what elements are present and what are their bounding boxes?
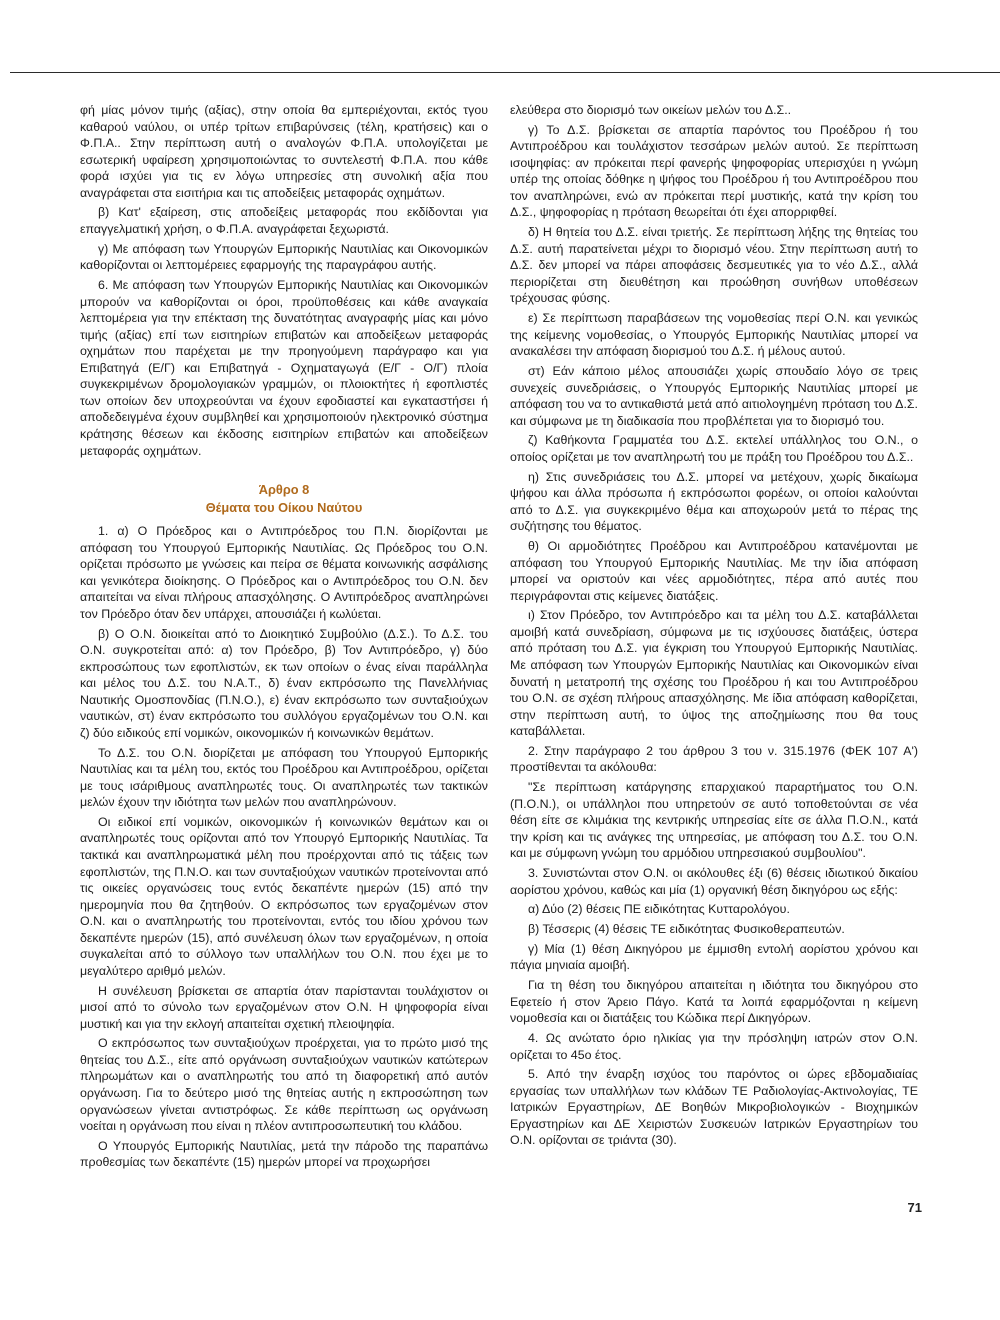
paragraph: 6. Με απόφαση των Υπουργών Εμπορικής Ναυτιλίας και Οικονομικών μπορούν να καθορίζονται οι όροι, προϋποθέσεις και κάθε αναγκαία λεπτομέρεια για την επέκταση της δυνατότητας αναγραφής μίας και μόνο τιμής (αξίας) επί των εισιτηρίων επιβατών και αποδείξεων μεταφοράς οχημάτων που παρέχεται με την προηγούμενη παράγραφο και για Επιβατηγά (Ε/Γ) και Επιβατηγά - Οχηματαγωγά (Ε/Γ - Ο/Γ) πλοία συγκεκριμένων δρομολογιακών γραμμών, οι πλοιοκτήτες ή εφοπλιστές των οποίων δεν υποχρεούνται να έχουν εφοδιαστεί και εγκαταστήσει ή αποδεδειγμένα έχουν συμβληθεί και χρησιμοποιούν ηλεκτρονικό σύστημα κράτησης θέσεων και έκδοσης εισιτηρίων επιβατών και αποδείξεων μεταφοράς οχημάτων. <box>80 278 488 458</box>
paragraph: ζ) Καθήκοντα Γραμματέα του Δ.Σ. εκτελεί υπάλληλος του Ο.Ν., ο οποίος ορίζεται με τον αναπληρωτή του με πράξη του Προέδρου του Δ.Σ.. <box>510 433 918 464</box>
paragraph: β) Τέσσερις (4) θέσεις ΤΕ ειδικότητας Φυσικοθεραπευτών. <box>527 922 845 937</box>
paragraph: 2. Στην παράγραφο 2 του άρθρου 3 του ν. 315.1976 (ΦΕΚ 107 Α') προστίθενται τα ακόλουθα: <box>510 743 918 775</box>
top-rule <box>10 72 1000 73</box>
paragraph: δ) Η θητεία του Δ.Σ. είναι τριετής. Σε περίπτωση λήξης της θητείας του Δ.Σ. αυτή παρατείνεται μέχρι το διορισμό νέου. Στην περίπτωση αυτή το Δ.Σ. δεν μπορεί να πάρει αποφάσεις δεσμευτικές για το νέο Δ.Σ., αλλά περιορίζεται στη διευθέτηση και προώθηση συνήθων υποθέσεων τρέχουσας φύσης. <box>510 225 918 306</box>
paragraph: γ) Μία (1) θέση Δικηγόρου με έμμισθη εντολή αορίστου χρόνου και πάγια μηνιαία αμοιβή. <box>510 941 918 973</box>
page-number: 71 <box>907 1200 922 1215</box>
paragraph: 1. α) Ο Πρόεδρος και ο Αντιπρόεδρος του Π.Ν. διορίζονται με απόφαση του Υπουργού Εμπορικής Ναυτιλίας. Ως Πρόεδρος του Ο.Ν. ορίζεται πρόσωπο με γνώσεις και πείρα σε θέματα κοινωνικής ασφάλισης και γενικότερα διοίκησης. Ο Πρόεδρος και ο Αντιπρόεδρος του Ο.Ν. δεν απαιτείται να είναι πλήρους απασχόλησης. Ο Αντιπρόεδρος αναπληρώνει τον Πρόεδρο όταν δεν υπάρχει, απουσιάζει ή κωλύεται. <box>80 524 488 621</box>
paragraph: ι) Στον Πρόεδρο, τον Αντιπρόεδρο και τα μέλη του Δ.Σ. καταβάλλεται αμοιβή κατά συνεδρίαση, σύμφωνα με τις ισχύουσες διατάξεις, ύστερα από πρόταση του Δ.Σ. για έγκριση του Υπουργού Εμπορικής Ναυτιλίας. Με απόφαση των Υπουργών Εμπορικής Ναυτιλίας και Οικονομικών είναι δυνατή η μετατροπή της σχέσης του Προέδρου ή και του Αντιπροέδρου του Ο.Ν. σε σχέση πλήρους απασχόλησης. Με ίδια απόφαση καθορίζεται, στην περίπτωση αυτή, το ύψος της αποζημίωσης που θα τους καταβάλλεται. <box>510 608 918 739</box>
paragraph: θ) Οι αρμοδιότητες Προέδρου και Αντιπροέδρου κατανέμονται με απόφαση του Υπουργού Εμπορικής Ναυτιλίας. Με την ίδια απόφαση μπορεί να οριστούν και νέες αρμοδιότητες, πέρα από αυτές που περιγράφονται στις κείμενες διατάξεις. <box>510 538 918 603</box>
paragraph: 4. Ως ανώτατο όριο ηλικίας για την πρόσληψη ιατρών στον Ο.Ν. ορίζεται το 45ο έτος. <box>510 1030 918 1062</box>
paragraph: 3. Συνιστώνται στον Ο.Ν. οι ακόλουθες έξι (6) θέσεις ιδιωτικού δικαίου αορίστου χρόνου, καθώς και μία (1) οργανική θέση δικηγόρου ως εξής: <box>510 866 918 897</box>
paragraph: 5. Από την έναρξη ισχύος του παρόντος οι ώρες εβδομαδιαίας εργασίας των υπαλλήλων των κλάδων ΤΕ Ραδιολογίας-Ακτινολογίας, ΤΕ Ιατρικών Εργαστηρίων, ΔΕ Βοηθών Μικροβιολογικών - Βιοχημικών Εργαστηρίων και ΔΕ Χειριστών Συσκευών Ιατρικών Εργαστηρίων του Ο.Ν. ορίζονται σε τριάντα (30). <box>510 1067 918 1148</box>
paragraph: Ο Υπουργός Εμπορικής Ναυτιλίας, μετά την πάροδο της παραπάνω προθεσμίας των δεκαπέντε (15) ημερών μπορεί να προχωρήσει <box>80 1138 488 1170</box>
left-column <box>80 102 488 1174</box>
paragraph: β) Κατ' εξαίρεση, στις αποδείξεις μεταφοράς που εκδίδονται για επαγγελματική χρήση, ο Φ.Π.Α. αναγράφεται ξεχωριστά. <box>80 205 488 237</box>
paragraph: ελεύθερα στο διορισμό των οικείων μελών του Δ.Σ.. <box>510 103 792 117</box>
paragraph: α) Δύο (2) θέσεις ΠΕ ειδικότητας Κυτταρολόγου. <box>527 902 790 917</box>
paragraph: Για τη θέση του δικηγόρου απαιτείται η ιδιότητα του δικηγόρου στο Εφετείο ή στον Άρειο Πάγο. Κατά τα λοιπά εφαρμόζονται η κείμενη νομοθεσία και οι διατάξεις του Κώδικα περί Δικηγόρων. <box>510 978 918 1026</box>
paragraph: ε) Σε περίπτωση παραβάσεων της νομοθεσίας περί Ο.Ν. και γενικώς της κείμενης νομοθεσίας, ο Υπουργός Εμπορικής Ναυτιλίας μπορεί να ανακαλέσει την απόφαση διορισμού του Δ.Σ. ή μέλους αυτού. <box>510 311 918 359</box>
paragraph: Ο εκπρόσωπος των συνταξιούχων προέρχεται, για το πρώτο μισό της θητείας του Δ.Σ., είτε από οργάνωση συνταξιούχων ναυτικών κατώτερων πληρωμάτων και ο αναπληρωτής του από τη διαφορετική από αυτόν οργάνωση. Για το δεύτερο μισό της θητείας αυτής η εκπροσώπηση των οργανώσεων γίνεται αντιστρόφως. Σε κάθε περίπτωση ως οργάνωση νοείται η οργάνωση που είναι η πλέον αντιπροσωπευτική του κλάδου. <box>80 1036 488 1134</box>
article-heading <box>80 481 488 517</box>
paragraph: Το Δ.Σ. του Ο.Ν. διορίζεται με απόφαση του Υπουργού Εμπορικής Ναυτιλίας και τα μέλη του, εκτός του Προέδρου και Αντιπροέδρου, ορίζεται με τους ισάριθμους αναπληρωτές τους. Οι αναπληρωτές των τακτικών μελών έχουν την ιδιότητα των μελών που αναπληρώνουν. <box>80 745 488 810</box>
paragraph: γ) Με απόφαση των Υπουργών Εμπορικής Ναυτιλίας και Οικονομικών καθορίζονται οι λεπτομέρειες εφαρμογής της παραγράφου αυτής. <box>80 241 488 273</box>
paragraph: β) Ο Ο.Ν. διοικείται από το Διοικητικό Συμβούλιο (Δ.Σ.). Το Δ.Σ. του Ο.Ν. συγκροτείται από: α) τον Πρόεδρο, β) Τον Αντιπρόεδρο, γ) δύο εκπροσώπους των εφοπλιστών, εκ των οποίων ο ένας είναι παράλληλα και μέλος του Δ.Σ. του Ν.Α.Τ., δ) έναν εκπρόσωπο της Πανελλήνιας Ναυτικής Ομοσπονδίας (Π.Ν.Ο.), ε) έναν εκπρόσωπο των συνταξιούχων ναυτικών, στ) έναν εκπρόσωπο του συλλόγου εργαζομένων του Ο.Ν. και ζ) δύο ειδικούς επί νομικών, οικονομικών ή κοινωνικών θεμάτων. <box>80 626 488 740</box>
paragraph: στ) Εάν κάποιο μέλος απουσιάζει χωρίς σπουδαίο λόγο σε τρεις συνεχείς συνεδριάσεις, ο Υπουργός Εμπορικής Ναυτιλίας μπορεί με απόφαση του να το αντικαθιστά μετά από αιτιολογημένη πρόταση του Δ.Σ. και σύμφωνα με τη διαδικασία που προβλέπεται για το διορισμό του. <box>510 363 918 428</box>
paragraph: γ) Το Δ.Σ. βρίσκεται σε απαρτία παρόντος του Προέδρου ή του Αντιπροέδρου και τουλάχιστον τεσσάρων μελών αυτού. Σε περίπτωση ισοψηφίας: αν πρόκειται περί φανερής ψηφοφορίας υπερισχύει η γνώμη υπέρ της οποίας δόθηκε η ψήφος του Προέδρου ή του Αντιπροέδρου που τον αναπληρώνει, ενώ αν πρόκειται περί μυστικής, κατά την κρίση του Δ.Σ., ψηφοφορίας η πρόταση θεωρείται ότι έχει απορριφθεί. <box>510 122 918 220</box>
article-number: Άρθρο 8 <box>258 482 310 498</box>
paragraph: φή μίας μόνον τιμής (αξίας), στην οποία θα εμπεριέχονται, εκτός τγου καθαρού ναύλου, οι υπέρ τρίτων επιβαρύνσεις (τέλη, κρατήσεις) και ο Φ.Π.Α.. Στην περίπτωση αυτή ο αναλογών Φ.Π.Α. υπολογίζεται με εσωτερική υφαίρεση χρησιμοποιώντας το συντελεστή Φ.Π.Α. που κάθε φορά ισχύει για τις εν λόγω υπηρεσίες στη συνολική αξία που αναγράφεται στα εισιτήρια και τις αποδείξεις μεταφοράς οχημάτων. <box>80 103 488 200</box>
article-title: Θέματα του Οίκου Ναύτου <box>205 500 363 516</box>
paragraph: "Σε περίπτωση κατάργησης επαρχιακού παραρτήματος του Ο.Ν. (Π.Ο.Ν.), οι υπάλληλοι που υπηρετούν σε αυτό τοποθετούνται σε νέα θέση είτε σε κλιμάκια της κεντρικής υπηρεσίας είτε σε άλλα Π.Ο.Ν., κατά την κρίση και τις ανάγκες της υπηρεσίας, με απόφαση του Δ.Σ. του Ο.Ν. και με σύμφωνη γνώμη του αρμόδιου υπηρεσιακού συμβουλίου". <box>510 780 918 861</box>
paragraph: Η συνέλευση βρίσκεται σε απαρτία όταν παρίστανται τουλάχιστον οι μισοί από το σύνολο των εργαζομένων στον Ο.Ν. Η ψηφοφορία είναι μυστική και για την εκλογή απαιτείται σχετική πλειοψηφία. <box>80 983 488 1031</box>
paragraph: η) Στις συνεδριάσεις του Δ.Σ. μπορεί να μετέχουν, χωρίς δικαίωμα ψήφου και άλλα πρόσωπα ή εκπρόσωποι φορέων, οι οποίοι καλούνται από το Δ.Σ. για συγκεκριμένο θέμα και αποχωρούν μετά το πέρας της συζήτησης του θέματος. <box>510 469 918 534</box>
paragraph: Οι ειδικοί επί νομικών, οικονομικών ή κοινωνικών θεμάτων και οι αναπληρωτές τους ορίζονται από τον Υπουργό Εμπορικής Ναυτιλίας. Τα τακτικά και αναπληρωματικά μέλη που προέρχονται από τις τάξεις των εφοπλιστών, της Π.Ν.Ο. και των συνταξιούχων ναυτικών προτείνονται από τις οικείες οργανώσεις τους εντός δεκαπέντε ημερών (15) από την ημερομηνία που θα ζητηθούν. Ο εκπρόσωπος των εργαζομένων στον Ο.Ν. και ο αναπληρωτής του προτείνονται, εντός του ιδίου χρόνου των δεκαπέντε ημερών (15), από συνέλευση όλων των εργαζομένων, η οποία συγκαλείται από το σύλλογο των υπαλλήλων του Ο.Ν. που έχει με το μεγαλύτερο αριθμό μελών. <box>80 814 488 978</box>
right-column <box>510 102 918 1152</box>
